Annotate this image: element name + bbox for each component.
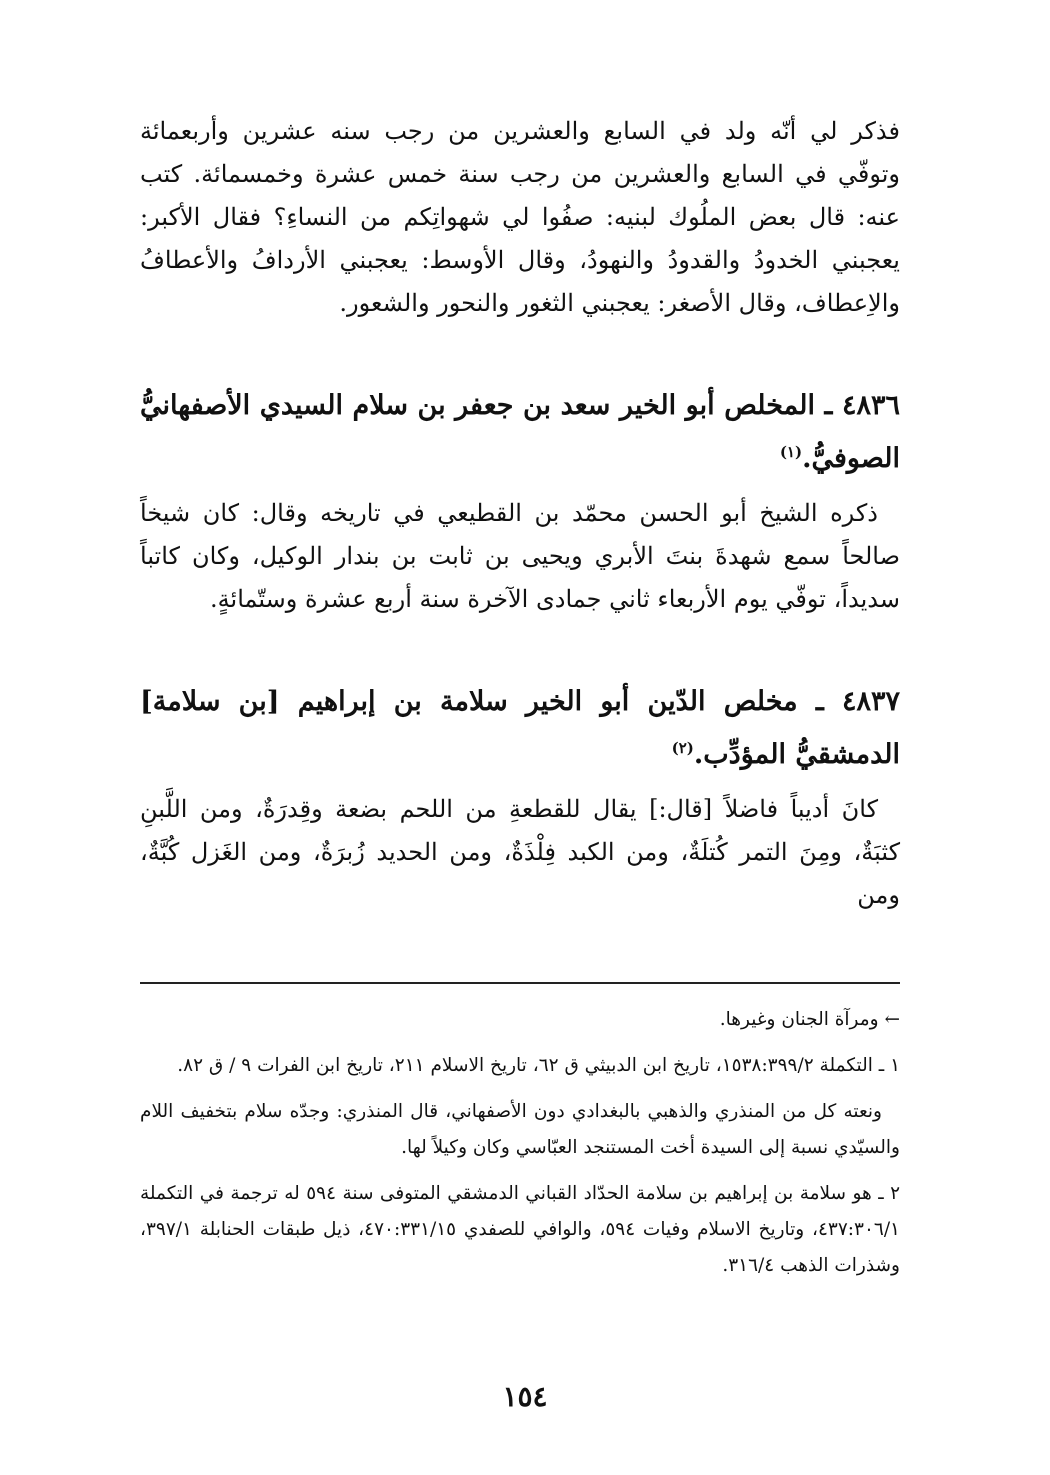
entry-title-text: ٤٨٣٧ ـ مخلص الدّين أبو الخير سلامة بن إبراهيم [بن سلامة] الدمشقيُّ المؤدِّب. — [140, 686, 900, 770]
entry-4837 — [140, 679, 900, 917]
footnote-2: ٢ ـ هو سلامة بن إبراهيم بن سلامة الحدّاد القباني الدمشقي المتوفى سنة ٥٩٤ له ترجمة في التكملة ٤٣٧:٣٠٦/١، وتاريخ الاسلام وفيات ٥٩٤، والوافي للصفدي ٤٧٠:٣٣١/١٥، ذيل طبقات الحنابلة ٣٩٧/١، وشذرات الذهب ٣١٦/٤. — [140, 1183, 900, 1276]
entry-title — [140, 383, 900, 482]
page-number: ١٥٤ — [502, 1380, 548, 1413]
entry-body: ذكره الشيخ أبو الحسن محمّد بن القطيعي في تاريخه وقال: كان شيخاً صالحاً سمع شهدةَ بنتَ الأبري ويحيى بن ثابت بن بندار الوكيل، وكان كاتباً سديداً، توفّي يوم الأربعاء ثاني جمادى الآخرة سنة أربع عشرة وستّمائةٍ. — [140, 499, 900, 613]
footnote-1: ١ ـ التكملة ١٥٣٨:٣٩٩/٢، تاريخ ابن الدبيثي ق ٦٢، تاريخ الاسلام ٢١١، تاريخ ابن الفرات ٩ / ق ٨٢. — [177, 1055, 900, 1076]
footnote-ref[interactable]: (١) — [779, 443, 803, 461]
footnote-1-note: ونعته كل من المنذري والذهبي بالبغدادي دون الأصفهاني، قال المنذري: وجدّه سلام بتخفيف اللام والسيّدي نسبة إلى السيدة أخت المستنجد العبّاسي وكان وكيلاً لها. — [140, 1101, 900, 1158]
entry-4836 — [140, 383, 900, 621]
footnote-divider — [140, 982, 900, 984]
footnote-ref[interactable]: (٢) — [671, 739, 694, 757]
entry-title-text: ٤٨٣٦ ـ المخلص أبو الخير سعد بن جعفر بن سلام السيدي الأصفهانيُّ الصوفيُّ. — [140, 390, 900, 474]
main-text — [140, 110, 900, 917]
entry-title — [140, 679, 900, 778]
footnotes — [140, 1002, 900, 1294]
footnote-continuation: ← ومرآة الجنان وغيرها. — [719, 1009, 900, 1030]
entry-body: كانَ أديباً فاضلاً [قال:] يقال للقطعةِ من اللحم بضعة وقِدرَةٌ، ومن اللَّبنِ كثبَةٌ، ومِنَ التمر كُتلَةٌ، ومن الكبد فِلْذَةٌ، ومن الحديد زُبرَةٌ، ومن الغَزل كُبَّةٌ، ومن — [140, 795, 900, 909]
opening-paragraph: فذكر لي أنّه ولد في السابع والعشرين من رجب سنه عشرين وأربعمائة وتوفّي في السابع والعشرين من رجب سنة خمس عشرة وخمسمائة. كتب عنه: قال بعض الملُوك لبنيه: صفُوا لي شهواتِكم من النساءِ؟ فقال الأكبر: يعجبني الخدودُ والقدودُ والنهودُ، وقال الأوسط: يعجبني الأردافُ والأعطافُ والاِعطاف، وقال الأصغر: يعجبني الثغور والنحور والشعور. — [140, 117, 900, 317]
